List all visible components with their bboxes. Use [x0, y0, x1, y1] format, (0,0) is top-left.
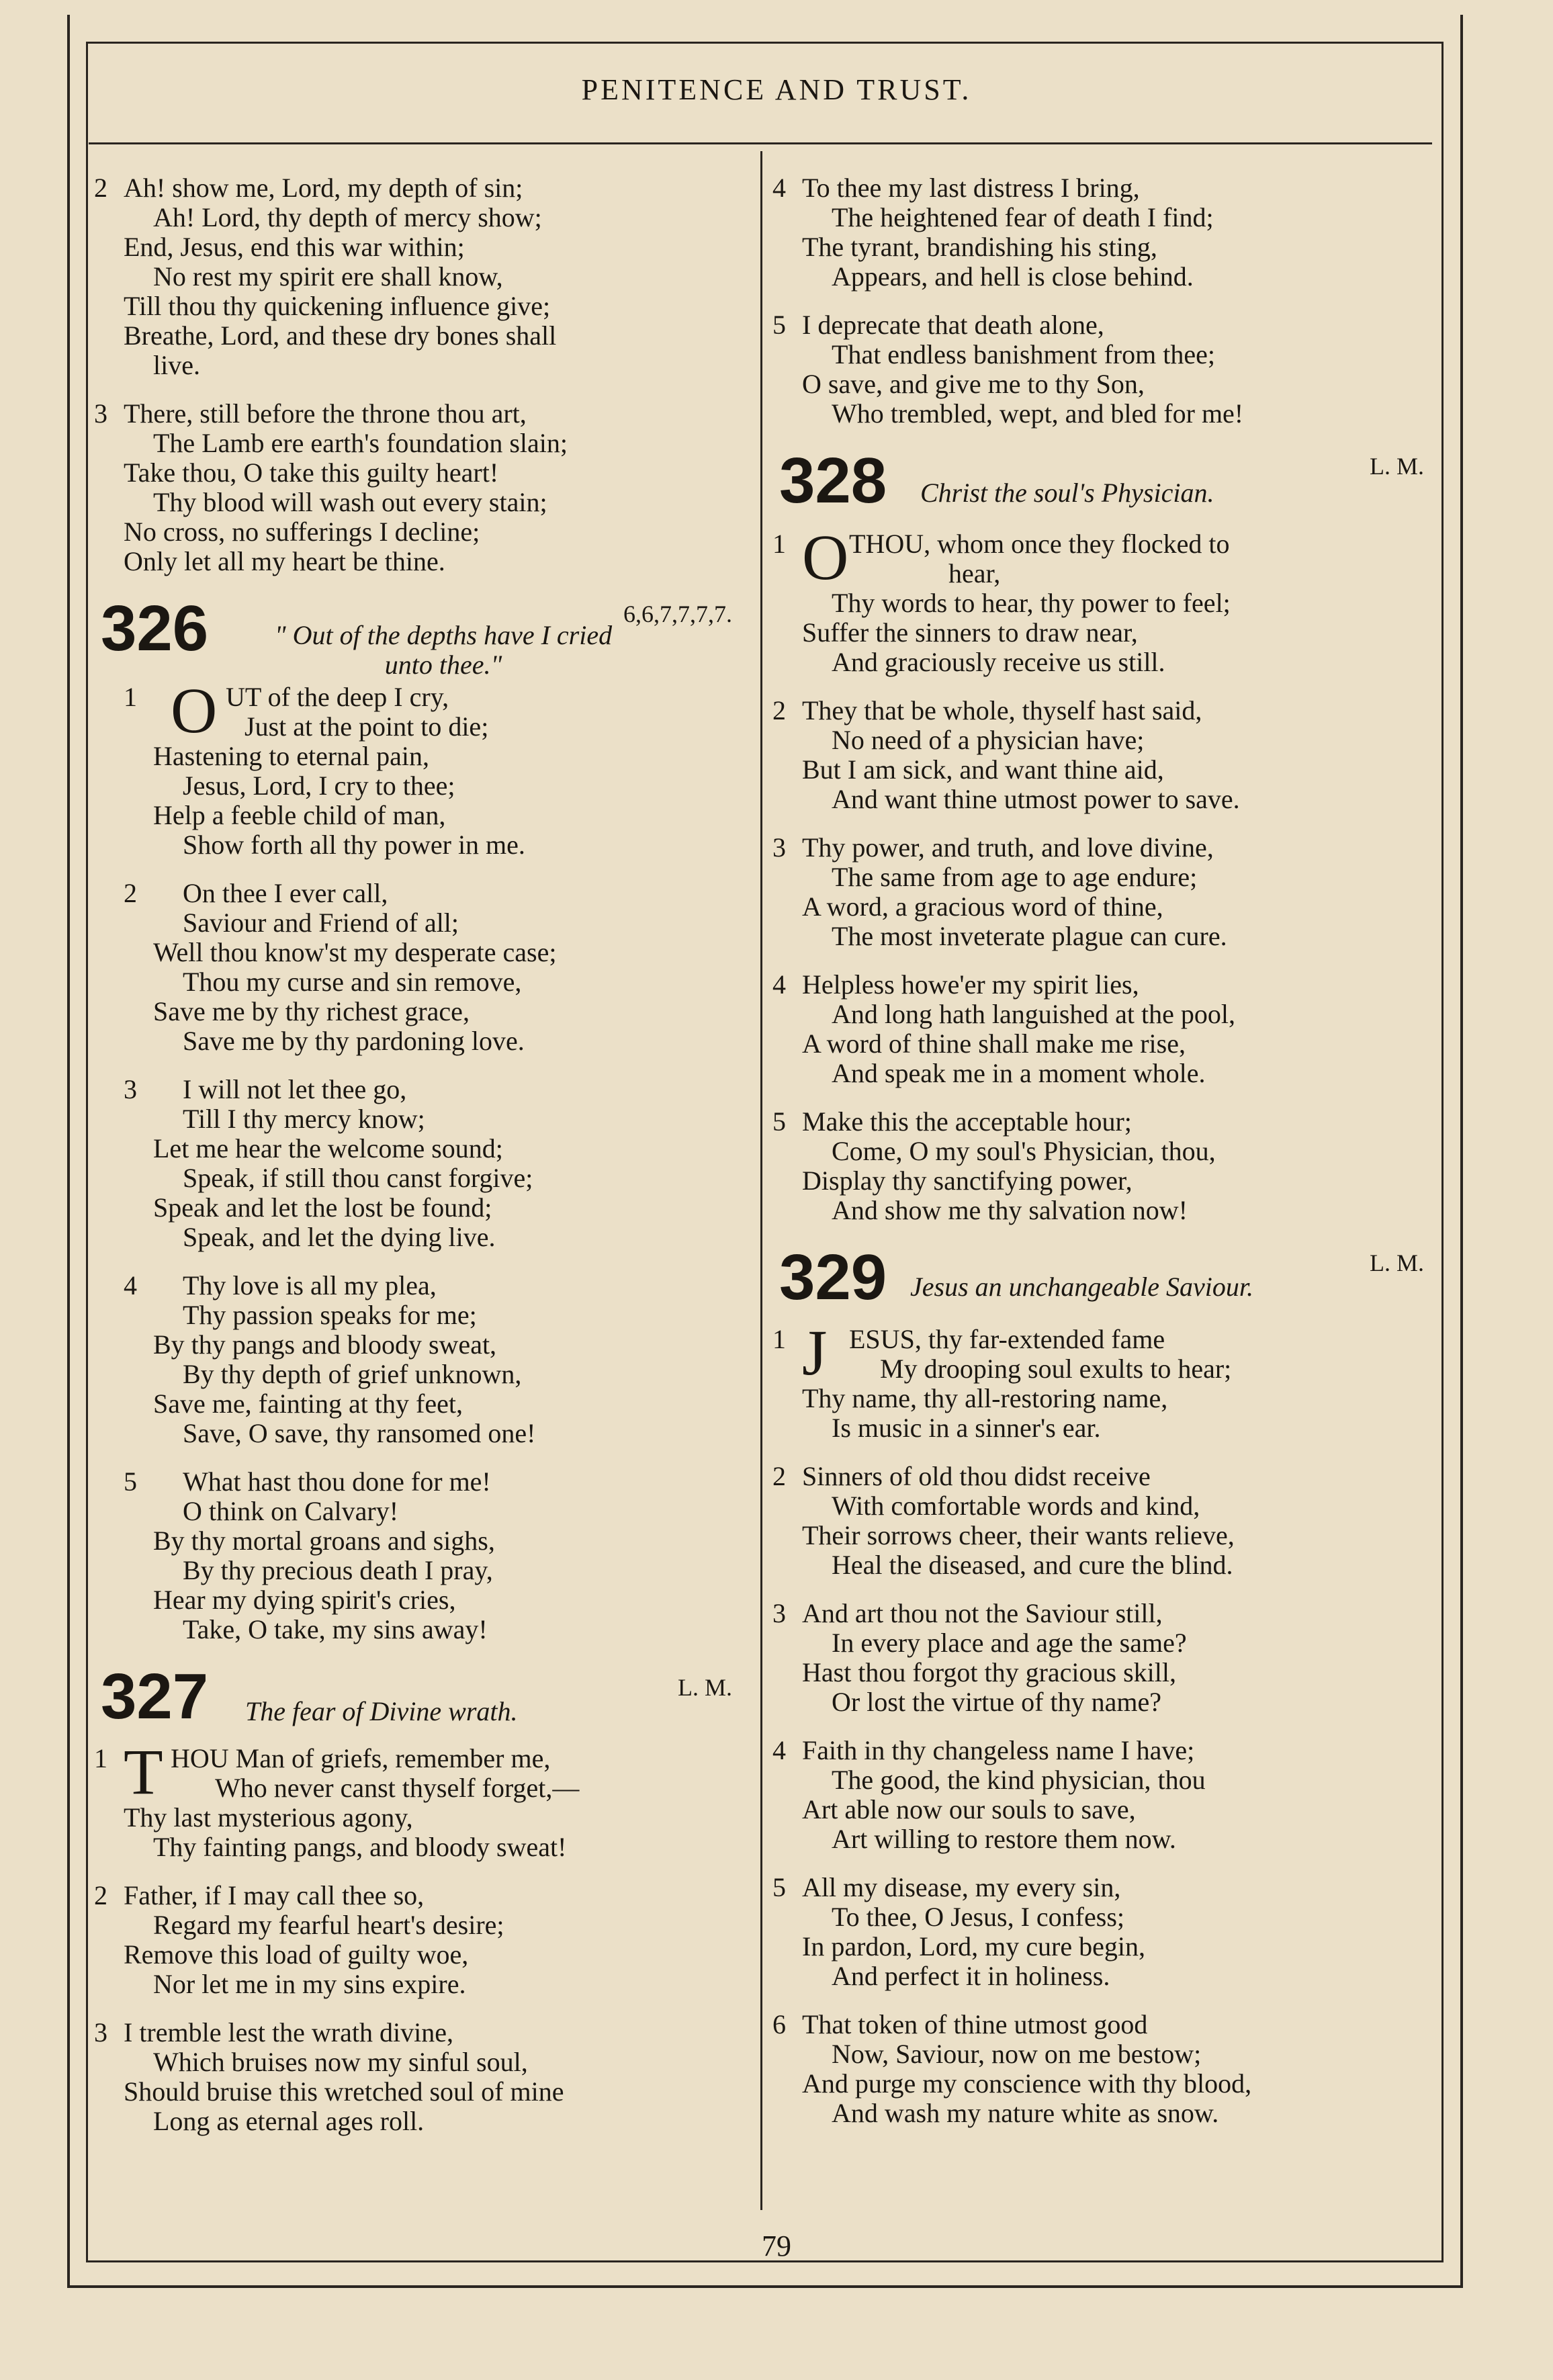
verse [772, 1873, 1431, 1991]
verse-line: End, Jesus, end this war within; [124, 232, 465, 262]
hymn-title: Jesus an unchangeable Saviour. [910, 1272, 1254, 1302]
verse-line: I tremble lest the wrath divine, [124, 2017, 453, 2047]
verse-line: I deprecate that death alone, [802, 310, 1104, 340]
header-rule [89, 142, 1432, 144]
verse-line: No need of a physician have; [832, 725, 1145, 755]
verse-line: Thy last mysterious agony, [124, 1802, 413, 1833]
verse-line: Speak, if still thou canst forgive; [183, 1163, 533, 1193]
hymn-326-body [94, 674, 739, 1644]
verse-number: 5 [124, 1466, 137, 1497]
verse [772, 1317, 1431, 1443]
verse-number: 3 [772, 832, 786, 863]
verse-number: 3 [772, 1598, 786, 1628]
hymn-meter: L. M. [1370, 453, 1424, 480]
verse-line: Saviour and Friend of all; [183, 908, 459, 938]
verse-number: 1 [772, 529, 786, 559]
verse-number: 3 [124, 1074, 137, 1104]
verse-line: O think on Calvary! [183, 1496, 399, 1526]
verse-number: 2 [94, 173, 107, 203]
verse [772, 970, 1431, 1088]
verse-line: Till I thy mercy know; [183, 1104, 425, 1134]
verse-number: 2 [772, 695, 786, 725]
drop-cap: O [802, 521, 849, 593]
verse-line: I will not let thee go, [183, 1074, 407, 1104]
verse-line: Only let all my heart be thine. [124, 546, 445, 576]
verse-number: 2 [124, 878, 137, 908]
verse-line: The good, the kind physician, thou [832, 1765, 1206, 1795]
verse-line: Make this the acceptable hour; [802, 1106, 1132, 1137]
verse-line: Sinners of old thou didst receive [802, 1461, 1151, 1491]
verse [94, 173, 739, 380]
verse-line: But I am sick, and want thine aid, [802, 754, 1164, 785]
verse-line: To thee my last distress I bring, [802, 173, 1140, 203]
verse-line: No cross, no sufferings I decline; [124, 517, 480, 547]
verse-line: And graciously receive us still. [832, 647, 1165, 677]
verse-number: 5 [772, 310, 786, 340]
verse-line: By thy precious death I pray, [183, 1555, 493, 1585]
verse-line: Should bruise this wretched soul of mine [124, 2076, 564, 2107]
verse [124, 674, 739, 860]
verse-line: That endless banishment from thee; [832, 339, 1215, 369]
verse-line: The heightened fear of death I find; [832, 202, 1214, 232]
verse-number: 2 [772, 1461, 786, 1491]
verse-line: Save me, fainting at thy feet, [153, 1389, 463, 1419]
verse-line: Thy words to hear, thy power to feel; [832, 588, 1231, 618]
verse-line: O save, and give me to thy Son, [802, 369, 1145, 399]
verse-line: And perfect it in holiness. [832, 1961, 1110, 1991]
verse-line: Helpless howe'er my spirit lies, [802, 969, 1139, 1000]
verse-line: And purge my conscience with thy blood, [802, 2068, 1252, 2099]
verse-line: The tyrant, brandishing his sting, [802, 232, 1157, 262]
verse-line: Their sorrows cheer, their wants relieve, [802, 1520, 1235, 1550]
hymn-title: The fear of Divine wrath. [245, 1696, 518, 1726]
verse [772, 521, 1431, 677]
verse-number: 1 [94, 1743, 107, 1773]
verse-line: Speak and let the lost be found; [153, 1192, 492, 1223]
verse [772, 1462, 1431, 1580]
verse-line: Just at the point to die; [245, 711, 489, 742]
verse-line: And show me thy salvation now! [832, 1195, 1188, 1225]
verse-line: THOU, whom once they flocked to [849, 529, 1230, 559]
verse [124, 1467, 739, 1644]
drop-cap: J [802, 1317, 828, 1389]
verse-line: With comfortable words and kind, [832, 1491, 1200, 1521]
verse-line: A word of thine shall make me rise, [802, 1028, 1186, 1059]
hymn-meter: L. M. [1370, 1249, 1424, 1276]
verse-line: hear, [948, 558, 1001, 588]
hymn-title: Christ the soul's Physician. [920, 478, 1214, 508]
verse-line: Art willing to restore them now. [832, 1824, 1176, 1854]
hymn-heading-327 [94, 1663, 739, 1737]
verse-number: 2 [94, 1880, 107, 1910]
verse-number: 3 [94, 398, 107, 429]
verse-line: Heal the diseased, and cure the blind. [832, 1550, 1233, 1580]
verse-line: Which bruises now my sinful soul, [153, 2047, 528, 2077]
hymn-heading-328 [772, 447, 1431, 523]
verse-line: Save me by thy richest grace, [153, 996, 470, 1026]
verse-line: Now, Saviour, now on me bestow; [832, 2039, 1202, 2069]
hymn-heading-329 [772, 1241, 1431, 1318]
verse-line: In pardon, Lord, my cure begin, [802, 1931, 1145, 1962]
drop-cap: T [124, 1736, 163, 1808]
verse-line: Thy love is all my plea, [183, 1270, 437, 1301]
verse [772, 2010, 1431, 2128]
verse-line: Thy blood will wash out every stain; [153, 487, 547, 517]
verse-line: And art thou not the Saviour still, [802, 1598, 1163, 1628]
verse-line: Let me hear the welcome sound; [153, 1133, 503, 1163]
verse-line: UT of the deep I cry, [226, 682, 449, 712]
verse-line: And long hath languished at the pool, [832, 999, 1236, 1029]
verse-number: 4 [124, 1270, 137, 1301]
verse-line: To thee, O Jesus, I confess; [832, 1902, 1124, 1932]
hymn-meter: 6,6,7,7,7,7. [623, 601, 732, 627]
verse-line: Who never canst thyself forget,— [215, 1773, 580, 1803]
verse [772, 1599, 1431, 1717]
verse-line: Display thy sanctifying power, [802, 1165, 1133, 1196]
verse-line: HOU Man of griefs, remember me, [171, 1743, 551, 1773]
verse-line: And want thine utmost power to save. [832, 784, 1240, 814]
verse-line: And wash my nature white as snow. [832, 2098, 1219, 2128]
hymn-title [202, 621, 685, 680]
verse-line: Thy power, and truth, and love divine, [802, 832, 1214, 863]
verse [772, 833, 1431, 951]
verse-line: Remove this load of guilty woe, [124, 1939, 469, 1970]
verse-line: A word, a gracious word of thine, [802, 891, 1163, 922]
verse-line: Thy passion speaks for me; [183, 1300, 477, 1330]
left-column [94, 173, 739, 2155]
verse-line: Thou my curse and sin remove, [183, 967, 522, 997]
verse [94, 2018, 739, 2136]
right-column [772, 173, 1431, 2147]
hymn-number: 328 [779, 445, 887, 517]
verse-line: Come, O my soul's Physician, thou, [832, 1136, 1216, 1166]
verse-line: Thy fainting pangs, and bloody sweat! [153, 1832, 567, 1862]
verse-line: Show forth all thy power in me. [183, 830, 525, 860]
verse-number: 4 [772, 969, 786, 1000]
running-header: PENITENCE AND TRUST. [581, 73, 972, 106]
verse-line: Take thou, O take this guilty heart! [124, 457, 499, 488]
verse-line: ESUS, thy far-extended fame [849, 1324, 1165, 1354]
hymn-number: 329 [779, 1241, 887, 1313]
verse [124, 1075, 739, 1252]
verse-line: By thy pangs and bloody sweat, [153, 1329, 497, 1360]
verse-line: Take, O take, my sins away! [183, 1614, 488, 1644]
verse [772, 310, 1431, 429]
verse-line: The same from age to age endure; [832, 862, 1198, 892]
verse-line: Help a feeble child of man, [153, 800, 446, 830]
hymn-title-line: unto thee." [384, 650, 502, 680]
hymn-meter: L. M. [678, 1674, 732, 1701]
verse-number: 6 [772, 2009, 786, 2039]
verse-line: Faith in thy changeless name I have; [802, 1735, 1195, 1765]
verse [772, 696, 1431, 814]
verse [94, 399, 739, 576]
verse [772, 173, 1431, 292]
verse-line: Is music in a sinner's ear. [832, 1413, 1101, 1443]
verse-line: Nor let me in my sins expire. [153, 1969, 466, 1999]
verse-line: All my disease, my every sin, [802, 1872, 1121, 1902]
verse-line: Who trembled, wept, and bled for me! [832, 398, 1244, 429]
verse-line: Speak, and let the dying live. [183, 1222, 496, 1252]
verse-number: 4 [772, 173, 786, 203]
verse-line: Breathe, Lord, and these dry bones shall [124, 320, 557, 351]
verse [124, 879, 739, 1056]
verse-line: Ah! Lord, thy depth of mercy show; [153, 202, 542, 232]
verse-line: Suffer the sinners to draw near, [802, 617, 1138, 648]
verse [124, 1271, 739, 1448]
hymn-heading-326 [94, 592, 739, 680]
verse-line: The Lamb ere earth's foundation slain; [153, 428, 568, 458]
verse-line: By thy depth of grief unknown, [183, 1359, 522, 1389]
verse-line: live. [153, 350, 200, 380]
verse-line: They that be whole, thyself hast said, [802, 695, 1202, 725]
verse-line: My drooping soul exults to hear; [880, 1354, 1232, 1384]
verse [94, 1736, 739, 1862]
verse [772, 1107, 1431, 1225]
verse-line: Regard my fearful heart's desire; [153, 1910, 504, 1940]
verse-line: Long as eternal ages roll. [153, 2106, 425, 2136]
hymn-number: 327 [101, 1661, 209, 1732]
verse-line: By thy mortal groans and sighs, [153, 1526, 495, 1556]
verse-line: No rest my spirit ere shall know, [153, 261, 503, 292]
verse [772, 1736, 1431, 1854]
verse-number: 1 [772, 1324, 786, 1354]
verse-number: 4 [772, 1735, 786, 1765]
verse-line: Hear my dying spirit's cries, [153, 1585, 456, 1615]
hymn-title-line: " Out of the depths have I cried [274, 620, 613, 650]
verse [94, 1881, 739, 1999]
verse-line: And speak me in a moment whole. [832, 1058, 1206, 1088]
verse-line: There, still before the throne thou art, [124, 398, 527, 429]
verse-line: Or lost the virtue of thy name? [832, 1687, 1161, 1717]
verse-line: Till thou thy quickening influence give; [124, 291, 551, 321]
verse-number: 5 [772, 1106, 786, 1137]
verse-number: 1 [124, 682, 137, 712]
column-divider [760, 151, 762, 2210]
verse-line: Save me by thy pardoning love. [183, 1026, 525, 1056]
verse-line: Hastening to eternal pain, [153, 741, 429, 771]
verse-line: Well thou know'st my desperate case; [153, 937, 557, 967]
verse-line: Thy name, thy all-restoring name, [802, 1383, 1168, 1413]
verse-line: Ah! show me, Lord, my depth of sin; [124, 173, 523, 203]
hymn-number: 326 [101, 592, 209, 664]
verse-line: Hast thou forgot thy gracious skill, [802, 1657, 1176, 1687]
verse-line: Father, if I may call thee so, [124, 1880, 425, 1910]
verse-line: Jesus, Lord, I cry to thee; [183, 770, 455, 801]
verse-number: 3 [94, 2017, 107, 2047]
verse-line: That token of thine utmost good [802, 2009, 1148, 2039]
verse-line: In every place and age the same? [832, 1628, 1187, 1658]
verse-line: On thee I ever call, [183, 878, 388, 908]
drop-cap: O [171, 674, 218, 746]
verse-line: The most inveterate plague can cure. [832, 921, 1227, 951]
verse-line: Save, O save, thy ransomed one! [183, 1418, 536, 1448]
verse-line: Appears, and hell is close behind. [832, 261, 1194, 292]
page-number: 79 [762, 2230, 791, 2262]
verse-line: Art able now our souls to save, [802, 1794, 1136, 1824]
verse-line: What hast thou done for me! [183, 1466, 491, 1497]
verse-number: 5 [772, 1872, 786, 1902]
